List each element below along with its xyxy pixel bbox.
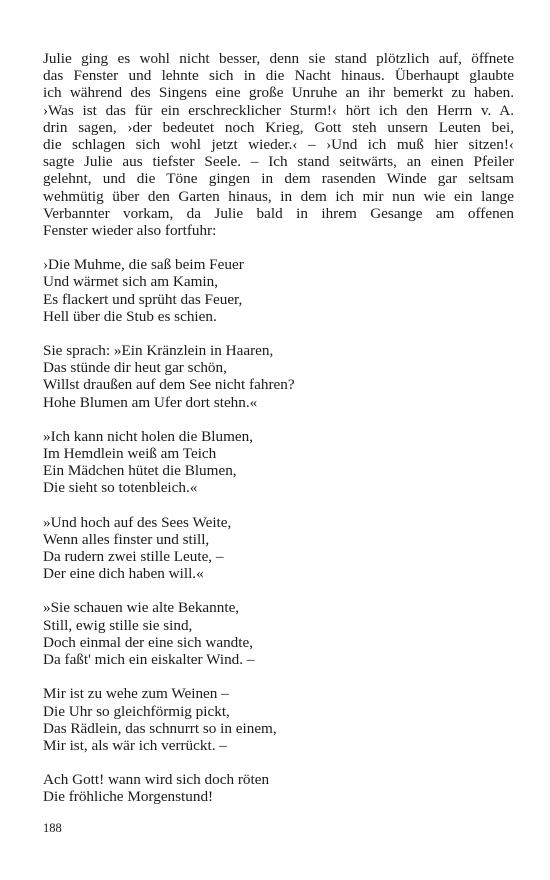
page-number: 188 — [43, 821, 62, 835]
prose-line: sagte Julie aus tiefster Seele. – Ich stand seitwärts, an einen Pfeiler — [43, 153, 514, 171]
verse-line: Das Rädlein, das schnurrt so in einem, — [43, 719, 277, 737]
prose-line: Julie ging es wohl nicht besser, denn sie stand plötzlich auf, öffnete — [43, 50, 514, 67]
verse-line: Da faßt' mich ein eiskalter Wind. – — [43, 651, 255, 669]
poem-stanza — [43, 256, 514, 325]
verse-line: »Ich kann nicht holen die Blumen, — [43, 427, 254, 445]
verse-line: ›Die Muhme, die saß beim Feuer — [43, 256, 244, 274]
verse-line: Ach Gott! wann wird sich doch röten — [43, 771, 270, 789]
verse-line: Die Uhr so gleichförmig pickt, — [43, 702, 230, 720]
prose-line: Verbannter vorkam, da Julie bald in ihrem Gesange am offenen — [43, 204, 514, 222]
verse-line: Ein Mädchen hütet die Blumen, — [43, 462, 237, 480]
prose-paragraph — [43, 50, 514, 239]
verse-line: Und wärmet sich am Kamin, — [43, 273, 219, 291]
verse-line: Wenn alles finster und still, — [43, 530, 210, 548]
verse-line: Sie sprach: »Ein Kränzlein in Haaren, — [43, 342, 274, 360]
poem-stanza — [43, 599, 514, 668]
verse-line: Doch einmal der eine sich wandte, — [43, 633, 254, 651]
prose-line: wehmütig über den Garten hinaus, in dem ich mir nun wie ein lange — [43, 187, 514, 205]
prose-line: gelehnt, und die Töne gingen in dem rasenden Winde gar seltsam — [43, 170, 514, 188]
prose-line: das Fenster und lehnte sich in die Nacht hinaus. Überhaupt glaubte — [43, 67, 514, 85]
poem-stanza — [43, 685, 514, 754]
verse-line: »Und hoch auf des Sees Weite, — [43, 513, 232, 531]
verse-line: Die sieht so totenbleich.« — [43, 479, 198, 497]
poem-stanza — [43, 342, 514, 411]
prose-line: die schlagen sich wohl jetzt wieder.‹ – ›Und ich muß hier sitzen!‹ — [43, 136, 514, 154]
verse-line: Der eine dich haben will.« — [43, 565, 204, 583]
prose-line: ich während des Singens eine große Unruhe an ihr bemerkt zu haben. — [43, 84, 514, 102]
poem-stanza — [43, 514, 514, 583]
verse-line: Im Hemdlein weiß am Teich — [43, 445, 217, 463]
verse-line: Willst draußen auf dem See nicht fahren? — [43, 376, 295, 394]
verse-line: Die fröhliche Morgenstund! — [43, 788, 214, 806]
poem-stanza — [43, 428, 514, 497]
verse-line: Hell über die Stub es schien. — [43, 307, 217, 325]
verse-line: Da rudern zwei stille Leute, – — [43, 548, 224, 566]
verse-line: »Sie schauen wie alte Bekannte, — [43, 599, 240, 617]
verse-line: Hohe Blumen am Ufer dort stehn.« — [43, 393, 258, 411]
verse-line: Mir ist, als wär ich verrückt. – — [43, 736, 227, 754]
verse-line: Das stünde dir heut gar schön, — [43, 359, 227, 377]
prose-line: ›Was ist das für ein erschrecklicher Sturm!‹ hört ich den Herrn v. A. — [43, 101, 514, 119]
poem-stanza — [43, 771, 514, 805]
prose-line: Fenster wieder also fortfuhr: — [43, 222, 217, 240]
verse-line: Es flackert und sprüht das Feuer, — [43, 290, 243, 308]
page-body — [43, 50, 514, 806]
prose-line: drin sagen, ›der bedeutet noch Krieg, Gott steh unsern Leuten bei, — [43, 118, 514, 136]
verse-line: Still, ewig stille sie sind, — [43, 616, 193, 634]
verse-line: Mir ist zu wehe zum Weinen – — [43, 685, 229, 703]
